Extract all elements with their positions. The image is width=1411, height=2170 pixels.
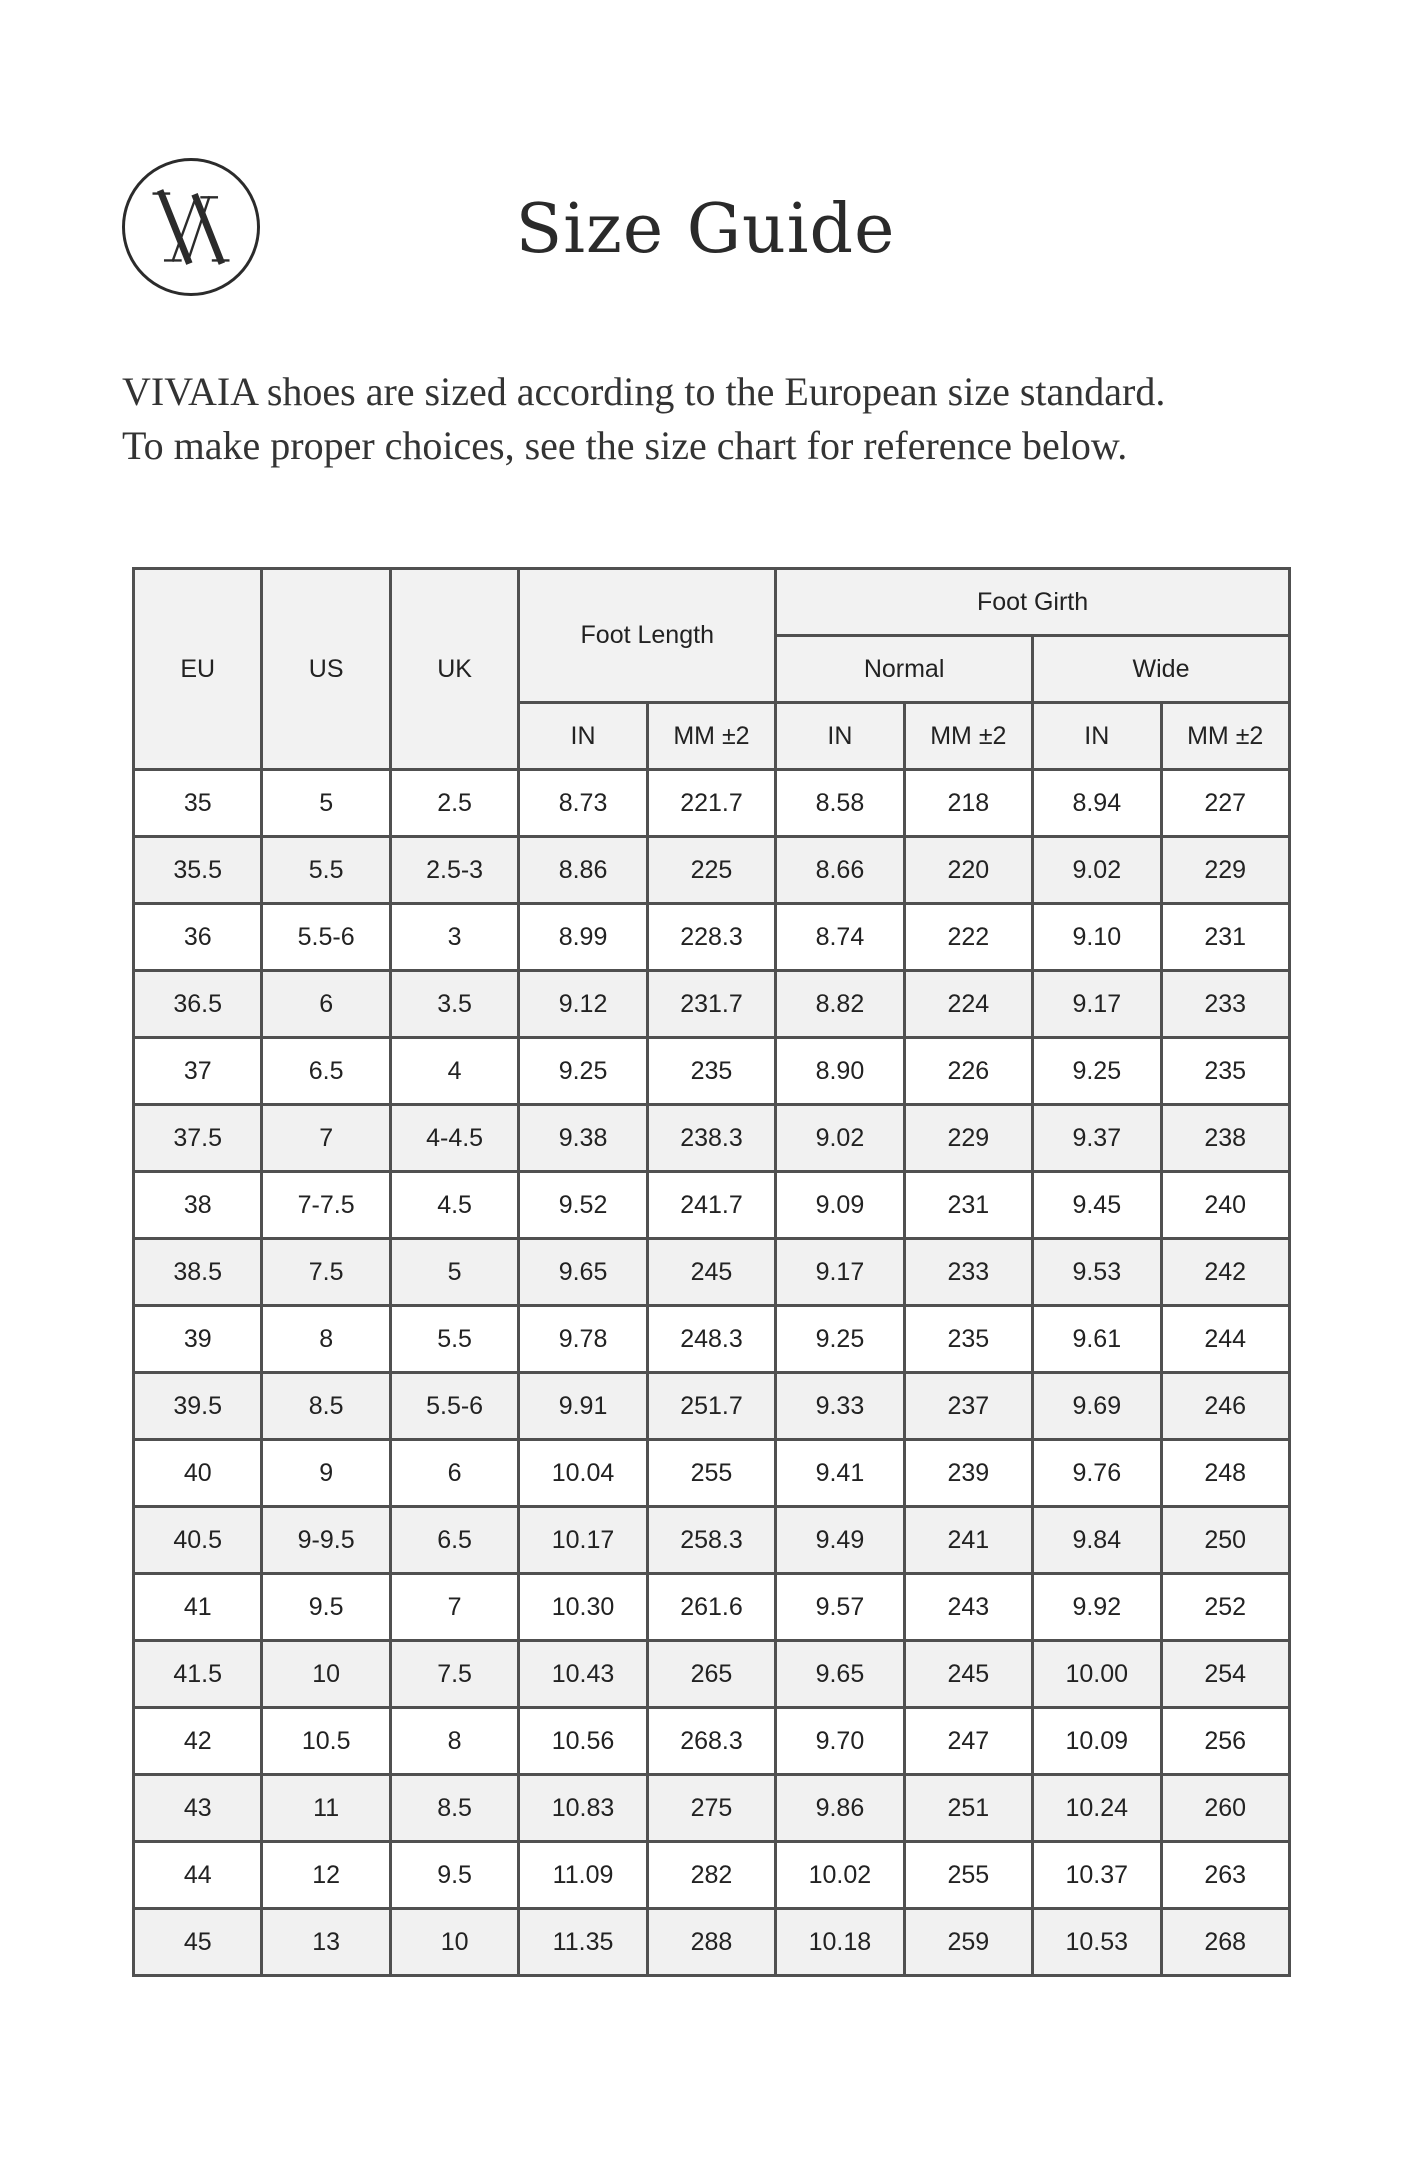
cell-wide-in: 9.61 xyxy=(1033,1306,1161,1373)
cell-us: 6.5 xyxy=(262,1038,390,1105)
cell-us: 7 xyxy=(262,1105,390,1172)
table-row xyxy=(134,1775,1290,1842)
cell-uk: 2.5-3 xyxy=(390,837,518,904)
cell-us: 13 xyxy=(262,1909,390,1976)
cell-us: 8 xyxy=(262,1306,390,1373)
table-row xyxy=(134,1105,1290,1172)
cell-eu: 35 xyxy=(134,770,262,837)
intro-line-2: To make proper choices, see the size chart for reference below. xyxy=(122,423,1128,468)
cell-normal-mm: 243 xyxy=(904,1574,1032,1641)
cell-normal-mm: 241 xyxy=(904,1507,1032,1574)
cell-uk: 3 xyxy=(390,904,518,971)
table-row xyxy=(134,1440,1290,1507)
col-header-normal: Normal xyxy=(776,636,1033,703)
cell-uk: 8.5 xyxy=(390,1775,518,1842)
cell-normal-mm: 247 xyxy=(904,1708,1032,1775)
cell-wide-mm: 254 xyxy=(1161,1641,1289,1708)
cell-length-mm: 231.7 xyxy=(647,971,775,1038)
cell-wide-in: 8.94 xyxy=(1033,770,1161,837)
cell-uk: 10 xyxy=(390,1909,518,1976)
cell-normal-mm: 255 xyxy=(904,1842,1032,1909)
cell-length-in: 9.52 xyxy=(519,1172,647,1239)
cell-length-mm: 228.3 xyxy=(647,904,775,971)
cell-wide-mm: 248 xyxy=(1161,1440,1289,1507)
cell-normal-mm: 224 xyxy=(904,971,1032,1038)
cell-wide-in: 9.53 xyxy=(1033,1239,1161,1306)
cell-length-in: 10.17 xyxy=(519,1507,647,1574)
cell-normal-in: 8.82 xyxy=(776,971,904,1038)
table-row xyxy=(134,1574,1290,1641)
cell-eu: 39.5 xyxy=(134,1373,262,1440)
cell-normal-mm: 235 xyxy=(904,1306,1032,1373)
col-header-normal-mm: MM ±2 xyxy=(904,703,1032,770)
cell-length-in: 9.38 xyxy=(519,1105,647,1172)
cell-wide-mm: 242 xyxy=(1161,1239,1289,1306)
cell-wide-mm: 233 xyxy=(1161,971,1289,1038)
cell-eu: 36.5 xyxy=(134,971,262,1038)
cell-us: 9.5 xyxy=(262,1574,390,1641)
cell-us: 7.5 xyxy=(262,1239,390,1306)
cell-normal-mm: 229 xyxy=(904,1105,1032,1172)
cell-wide-mm: 229 xyxy=(1161,837,1289,904)
cell-length-in: 9.25 xyxy=(519,1038,647,1105)
cell-normal-mm: 226 xyxy=(904,1038,1032,1105)
cell-uk: 4-4.5 xyxy=(390,1105,518,1172)
col-header-wide: Wide xyxy=(1033,636,1290,703)
table-row xyxy=(134,770,1290,837)
cell-wide-mm: 263 xyxy=(1161,1842,1289,1909)
cell-length-mm: 238.3 xyxy=(647,1105,775,1172)
cell-normal-in: 9.65 xyxy=(776,1641,904,1708)
cell-wide-in: 10.37 xyxy=(1033,1842,1161,1909)
cell-length-in: 8.99 xyxy=(519,904,647,971)
cell-uk: 7 xyxy=(390,1574,518,1641)
cell-length-in: 11.09 xyxy=(519,1842,647,1909)
cell-eu: 44 xyxy=(134,1842,262,1909)
cell-wide-mm: 256 xyxy=(1161,1708,1289,1775)
cell-uk: 7.5 xyxy=(390,1641,518,1708)
cell-normal-in: 9.70 xyxy=(776,1708,904,1775)
cell-wide-in: 10.53 xyxy=(1033,1909,1161,1976)
cell-length-mm: 288 xyxy=(647,1909,775,1976)
table-row xyxy=(134,1909,1290,1976)
cell-length-in: 9.91 xyxy=(519,1373,647,1440)
cell-wide-in: 9.37 xyxy=(1033,1105,1161,1172)
cell-length-mm: 225 xyxy=(647,837,775,904)
cell-normal-in: 9.33 xyxy=(776,1373,904,1440)
cell-eu: 40 xyxy=(134,1440,262,1507)
cell-length-mm: 261.6 xyxy=(647,1574,775,1641)
cell-eu: 42 xyxy=(134,1708,262,1775)
cell-us: 7-7.5 xyxy=(262,1172,390,1239)
cell-us: 5 xyxy=(262,770,390,837)
cell-wide-mm: 227 xyxy=(1161,770,1289,837)
table-row xyxy=(134,837,1290,904)
cell-wide-in: 9.69 xyxy=(1033,1373,1161,1440)
cell-wide-mm: 240 xyxy=(1161,1172,1289,1239)
cell-length-mm: 241.7 xyxy=(647,1172,775,1239)
intro-text xyxy=(122,365,1322,473)
cell-length-in: 8.86 xyxy=(519,837,647,904)
cell-length-mm: 251.7 xyxy=(647,1373,775,1440)
table-row xyxy=(134,1373,1290,1440)
cell-normal-in: 9.09 xyxy=(776,1172,904,1239)
cell-length-mm: 268.3 xyxy=(647,1708,775,1775)
cell-us: 10 xyxy=(262,1641,390,1708)
col-header-foot-girth: Foot Girth xyxy=(776,569,1290,636)
cell-wide-in: 9.84 xyxy=(1033,1507,1161,1574)
cell-normal-in: 10.02 xyxy=(776,1842,904,1909)
cell-us: 10.5 xyxy=(262,1708,390,1775)
table-row xyxy=(134,1842,1290,1909)
size-chart-table xyxy=(132,567,1291,1977)
table-row xyxy=(134,1172,1290,1239)
cell-uk: 8 xyxy=(390,1708,518,1775)
cell-length-mm: 282 xyxy=(647,1842,775,1909)
col-header-length-in: IN xyxy=(519,703,647,770)
cell-normal-in: 8.90 xyxy=(776,1038,904,1105)
cell-length-in: 10.30 xyxy=(519,1574,647,1641)
cell-wide-in: 10.09 xyxy=(1033,1708,1161,1775)
cell-length-in: 11.35 xyxy=(519,1909,647,1976)
cell-uk: 5 xyxy=(390,1239,518,1306)
cell-length-mm: 248.3 xyxy=(647,1306,775,1373)
cell-length-mm: 275 xyxy=(647,1775,775,1842)
cell-length-in: 9.65 xyxy=(519,1239,647,1306)
size-chart-body xyxy=(134,770,1290,1976)
col-header-length-mm: MM ±2 xyxy=(647,703,775,770)
cell-uk: 5.5 xyxy=(390,1306,518,1373)
cell-normal-mm: 220 xyxy=(904,837,1032,904)
cell-eu: 41 xyxy=(134,1574,262,1641)
cell-normal-mm: 233 xyxy=(904,1239,1032,1306)
cell-wide-in: 9.02 xyxy=(1033,837,1161,904)
cell-normal-in: 9.25 xyxy=(776,1306,904,1373)
cell-us: 5.5-6 xyxy=(262,904,390,971)
cell-eu: 38.5 xyxy=(134,1239,262,1306)
table-row xyxy=(134,1038,1290,1105)
cell-uk: 2.5 xyxy=(390,770,518,837)
cell-eu: 40.5 xyxy=(134,1507,262,1574)
cell-normal-mm: 259 xyxy=(904,1909,1032,1976)
cell-normal-mm: 239 xyxy=(904,1440,1032,1507)
cell-uk: 4.5 xyxy=(390,1172,518,1239)
intro-line-1: VIVAIA shoes are sized according to the European size standard. xyxy=(122,369,1166,414)
col-header-us: US xyxy=(262,569,390,770)
cell-wide-in: 9.17 xyxy=(1033,971,1161,1038)
cell-normal-mm: 237 xyxy=(904,1373,1032,1440)
table-row xyxy=(134,904,1290,971)
cell-wide-in: 9.76 xyxy=(1033,1440,1161,1507)
cell-us: 5.5 xyxy=(262,837,390,904)
cell-normal-in: 9.17 xyxy=(776,1239,904,1306)
cell-length-mm: 255 xyxy=(647,1440,775,1507)
cell-wide-in: 9.45 xyxy=(1033,1172,1161,1239)
cell-normal-in: 9.57 xyxy=(776,1574,904,1641)
cell-us: 9-9.5 xyxy=(262,1507,390,1574)
cell-length-in: 9.12 xyxy=(519,971,647,1038)
cell-wide-in: 9.10 xyxy=(1033,904,1161,971)
cell-normal-in: 9.49 xyxy=(776,1507,904,1574)
cell-us: 11 xyxy=(262,1775,390,1842)
cell-wide-mm: 231 xyxy=(1161,904,1289,971)
cell-length-mm: 265 xyxy=(647,1641,775,1708)
cell-normal-in: 10.18 xyxy=(776,1909,904,1976)
cell-eu: 43 xyxy=(134,1775,262,1842)
cell-length-in: 8.73 xyxy=(519,770,647,837)
col-header-normal-in: IN xyxy=(776,703,904,770)
cell-us: 12 xyxy=(262,1842,390,1909)
cell-normal-mm: 251 xyxy=(904,1775,1032,1842)
cell-wide-in: 9.25 xyxy=(1033,1038,1161,1105)
cell-normal-in: 9.02 xyxy=(776,1105,904,1172)
table-row xyxy=(134,1239,1290,1306)
cell-length-in: 10.04 xyxy=(519,1440,647,1507)
cell-eu: 45 xyxy=(134,1909,262,1976)
cell-normal-in: 8.74 xyxy=(776,904,904,971)
cell-uk: 4 xyxy=(390,1038,518,1105)
cell-length-mm: 235 xyxy=(647,1038,775,1105)
cell-normal-mm: 245 xyxy=(904,1641,1032,1708)
cell-us: 9 xyxy=(262,1440,390,1507)
cell-length-in: 9.78 xyxy=(519,1306,647,1373)
cell-uk: 9.5 xyxy=(390,1842,518,1909)
cell-normal-in: 8.58 xyxy=(776,770,904,837)
cell-eu: 35.5 xyxy=(134,837,262,904)
cell-uk: 5.5-6 xyxy=(390,1373,518,1440)
cell-length-mm: 245 xyxy=(647,1239,775,1306)
cell-eu: 37 xyxy=(134,1038,262,1105)
cell-length-in: 10.43 xyxy=(519,1641,647,1708)
cell-us: 6 xyxy=(262,971,390,1038)
cell-eu: 38 xyxy=(134,1172,262,1239)
cell-uk: 3.5 xyxy=(390,971,518,1038)
cell-eu: 41.5 xyxy=(134,1641,262,1708)
col-header-wide-in: IN xyxy=(1033,703,1161,770)
cell-wide-mm: 268 xyxy=(1161,1909,1289,1976)
cell-normal-mm: 231 xyxy=(904,1172,1032,1239)
cell-wide-mm: 260 xyxy=(1161,1775,1289,1842)
cell-wide-in: 10.24 xyxy=(1033,1775,1161,1842)
cell-wide-mm: 246 xyxy=(1161,1373,1289,1440)
table-row xyxy=(134,1306,1290,1373)
cell-wide-mm: 235 xyxy=(1161,1038,1289,1105)
cell-eu: 37.5 xyxy=(134,1105,262,1172)
cell-normal-in: 9.41 xyxy=(776,1440,904,1507)
cell-wide-in: 9.92 xyxy=(1033,1574,1161,1641)
table-row xyxy=(134,1641,1290,1708)
cell-length-in: 10.56 xyxy=(519,1708,647,1775)
cell-normal-mm: 218 xyxy=(904,770,1032,837)
col-header-wide-mm: MM ±2 xyxy=(1161,703,1289,770)
cell-uk: 6.5 xyxy=(390,1507,518,1574)
cell-length-mm: 221.7 xyxy=(647,770,775,837)
cell-uk: 6 xyxy=(390,1440,518,1507)
table-row xyxy=(134,971,1290,1038)
cell-wide-mm: 250 xyxy=(1161,1507,1289,1574)
cell-normal-in: 9.86 xyxy=(776,1775,904,1842)
table-row xyxy=(134,1708,1290,1775)
col-header-eu: EU xyxy=(134,569,262,770)
col-header-foot-length: Foot Length xyxy=(519,569,776,703)
cell-length-mm: 258.3 xyxy=(647,1507,775,1574)
cell-eu: 36 xyxy=(134,904,262,971)
cell-wide-mm: 238 xyxy=(1161,1105,1289,1172)
cell-normal-mm: 222 xyxy=(904,904,1032,971)
cell-wide-mm: 252 xyxy=(1161,1574,1289,1641)
cell-us: 8.5 xyxy=(262,1373,390,1440)
page-title: Size Guide xyxy=(515,190,896,269)
cell-wide-in: 10.00 xyxy=(1033,1641,1161,1708)
cell-wide-mm: 244 xyxy=(1161,1306,1289,1373)
cell-length-in: 10.83 xyxy=(519,1775,647,1842)
cell-eu: 39 xyxy=(134,1306,262,1373)
cell-normal-in: 8.66 xyxy=(776,837,904,904)
table-row xyxy=(134,1507,1290,1574)
col-header-uk: UK xyxy=(390,569,518,770)
